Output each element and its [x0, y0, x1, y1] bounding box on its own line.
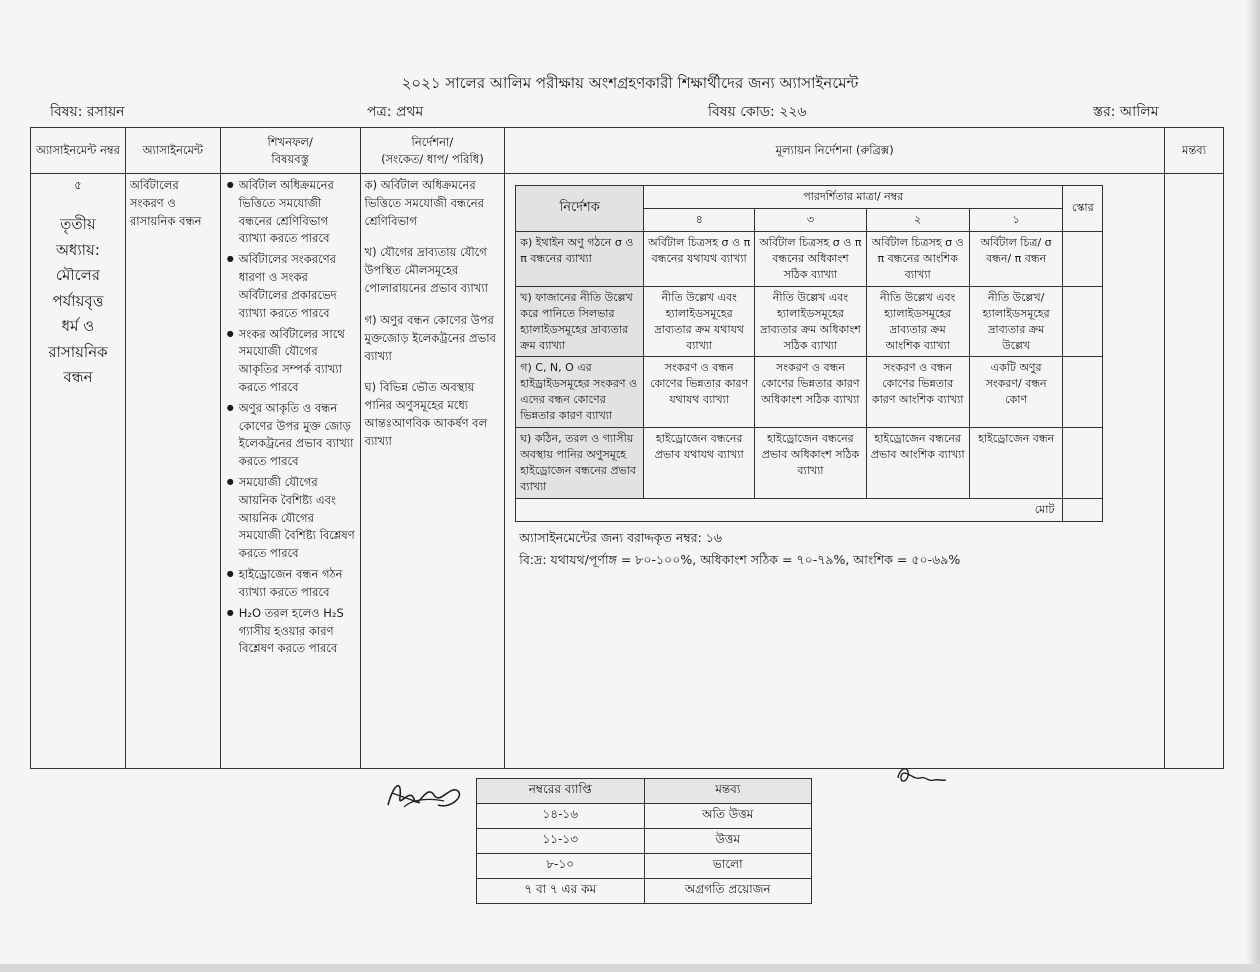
header-row — [31, 128, 1224, 174]
grading-range-header: নম্বরের ব্যাপ্তি — [477, 779, 645, 804]
rubric-score-cell — [1063, 286, 1103, 357]
outcome-item: ● সমযোজী যৌগের আয়নিক বৈশিষ্ট্য এবং আয়নিক যৌগের সমযোজী বৈশিষ্ট্য বিশ্লেষণ করতে পারবে — [239, 474, 356, 563]
rubric-level-header: পারদর্শিতার মাত্রা/ নম্বর — [644, 186, 1063, 209]
rubric-cell — [505, 174, 1165, 769]
rubric-criterion: গ) C, N, O এর হাইড্রাইডসমূহের সংকরণ ও এদের বন্ধন কোণের ভিন্নতার কারণ ব্যাখ্যা — [516, 357, 644, 428]
rubric-row — [516, 231, 1103, 286]
assignment-number: ৫ — [74, 178, 82, 192]
rubric-level-cell: নীতি উল্লেখ এবং হ্যালাইডসমূহের দ্রাব্যতার ক্রম আংশিক ব্যাখ্যা — [866, 286, 969, 357]
rubric-level-cell: হাইড্রোজেন বন্ধনের প্রভাব আংশিক ব্যাখ্যা — [866, 428, 969, 499]
chapter-line: ধর্ম ও — [61, 317, 95, 335]
guide-item: ক) অর্বিটাল অধিক্রমনের ভিত্তিতে সমযোজী বন্ধনের শ্রেণিবিভাগ — [364, 178, 484, 228]
chapter-title — [35, 212, 121, 391]
rubric-level-cell: হাইড্রোজেন বন্ধন — [969, 428, 1063, 499]
subject-code-label: বিষয় কোড: ২২৬ — [708, 104, 807, 120]
grading-range: ১৪-১৬ — [477, 804, 645, 829]
chapter-line: তৃতীয় — [60, 215, 96, 233]
outcome-item: ● অর্বিটাল অধিক্রমনের ভিত্তিতে সমযোজী বন্ধনের শ্রেণিবিভাগ ব্যাখ্যা করতে পারবে — [239, 177, 356, 248]
guide-item: খ) যৌগের দ্রাব্যতায় যৌগে উপস্থিত মৌলসমূহের পোলারায়নের প্রভাব ব্যাখ্যা — [364, 245, 488, 296]
grading-table — [476, 778, 812, 904]
document-title: ২০২১ সালের আলিম পরীক্ষায় অংশগ্রহণকারী শিক্ষার্থীদের জন্য অ্যাসাইনমেন্ট — [401, 74, 859, 92]
rubric-level-cell: অর্বিটাল চিত্রসহ σ ও π বন্ধনের অধিকাংশ সঠিক ব্যাখ্যা — [755, 231, 866, 286]
grading-remark: অগ্রগতি প্রয়োজন — [644, 879, 812, 904]
grading-row — [477, 879, 812, 904]
guide-item: ঘ) বিভিন্ন ভৌত অবস্থায় পানির অণুসমূহের মধ্যে আন্তঃআণবিক আকর্ষণ বল ব্যাখ্যা — [364, 380, 488, 448]
rubric-level-cell: নীতি উল্লেখ/ হ্যালাইডসমূহের দ্রাব্যতার ক্রম উল্লেখ — [969, 286, 1063, 357]
guide-item: গ) অণুর বন্ধন কোণের উপর মুক্তজোড় ইলেকট্রনের প্রভাব ব্যাখ্যা — [364, 312, 496, 363]
rubric-total-label: মোট — [516, 498, 1063, 521]
chapter-line: রাসায়নিক — [48, 342, 108, 361]
rubric-level: ১ — [969, 208, 1063, 231]
chapter-line: মৌলের — [55, 266, 101, 284]
rubric-criterion: ঘ) কঠিন, তরল ও গ্যাসীয় অবস্থায় পানির অণুসমূহে হাইড্রোজেন বন্ধনের প্রভাব ব্যাখ্যা — [516, 428, 644, 499]
rubric-score-cell — [1063, 231, 1103, 286]
grading-remark: ভালো — [644, 854, 812, 879]
outcome-item: ● অর্বিটালের সংকরণের ধারণা ও সংকর অর্বিটালের প্রকারভেদ ব্যাখ্যা করতে পারবে — [239, 251, 356, 322]
header-number: অ্যাসাইনমেন্ট নম্বর — [31, 128, 126, 174]
page-bottom-edge — [0, 964, 1260, 972]
rubric-level: ৩ — [755, 208, 866, 231]
assignment-topic: অর্বিটালের সংকরণ ও রাসায়নিক বন্ধন — [125, 174, 220, 769]
rubric-row — [516, 286, 1103, 357]
rubric-level-cell: হাইড্রোজেন বন্ধনের প্রভাব অধিকাংশ সঠিক ব্যাখ্যা — [755, 428, 866, 499]
signature-left — [380, 775, 470, 820]
chapter-line: অধ্যায়: — [55, 240, 100, 259]
header-assignment: অ্যাসাইনমেন্ট — [125, 128, 220, 174]
rubric-level-cell: হাইড্রোজেন বন্ধনের প্রভাব যথাযথ ব্যাখ্যা — [644, 428, 755, 499]
grading-range: ১১-১৩ — [477, 829, 645, 854]
grading-range: ৮-১০ — [477, 854, 645, 879]
header-remark: মন্তব্য — [1165, 128, 1224, 174]
level-label: স্তর: আলিম — [1093, 104, 1159, 120]
rubric-score-cell — [1063, 357, 1103, 428]
rubric-criterion: খ) ফাজানের নীতি উল্লেখ করে পানিতে সিলভার হ্যালাইডসমূহের দ্রাব্যতার ক্রম ব্যাখ্যা — [516, 286, 644, 357]
rubric-score-cell — [1063, 428, 1103, 499]
paper-label: পত্র: প্রথম — [367, 104, 424, 120]
header-outcome: শিখনফল/ বিষয়বস্তু — [220, 128, 360, 174]
rubric-table — [515, 185, 1103, 522]
outcome-item: ● সংকর অর্বিটালের সাথে সমযোজী যৌগের আকৃতির সম্পর্ক ব্যাখ্যা করতে পারবে — [239, 326, 356, 397]
grading-remark: উত্তম — [644, 829, 812, 854]
assignment-number-cell — [31, 174, 126, 769]
assignment-table — [30, 127, 1224, 769]
rubric-level-cell: সংকরণ ও বন্ধন কোণের ভিন্নতার কারণ অধিকাংশ সঠিক ব্যাখ্যা — [755, 357, 866, 428]
rubric-criteria-header: নির্দেশক — [516, 186, 644, 232]
rubric-level: ৪ — [644, 208, 755, 231]
remark-cell — [1165, 174, 1224, 769]
grading-row — [477, 829, 812, 854]
rubric-level-cell: সংকরণ ও বন্ধন কোণের ভিন্নতার কারণ আংশিক ব্যাখ্যা — [866, 357, 969, 428]
grading-remark: অতি উত্তম — [644, 804, 812, 829]
rubric-level-cell: নীতি উল্লেখ এবং হ্যালাইডসমূহের দ্রাব্যতার ক্রম অধিকাংশ সঠিক ব্যাখ্যা — [755, 286, 866, 357]
rubric-level: ২ — [866, 208, 969, 231]
rubric-row — [516, 357, 1103, 428]
header-rubric: মূল্যায়ন নির্দেশনা (রুব্রিক্স) — [505, 128, 1165, 174]
rubric-level-cell: সংকরণ ও বন্ধন কোণের ভিন্নতার কারণ যথাযথ ব্যাখ্যা — [644, 357, 755, 428]
page-edge-shadow — [1246, 0, 1260, 972]
subject-label: বিষয়: রসায়ন — [50, 104, 125, 120]
chapter-line: বন্ধন — [63, 368, 93, 386]
rubric-score-header: স্কোর — [1063, 186, 1103, 232]
grading-row — [477, 854, 812, 879]
grading-row — [477, 804, 812, 829]
rubric-criterion: ক) ইথাইন অণু গঠনে σ ও π বন্ধনের ব্যাখ্যা — [516, 231, 644, 286]
grading-range: ৭ বা ৭ এর কম — [477, 879, 645, 904]
rubric-level-cell: অর্বিটাল চিত্রসহ σ ও π বন্ধনের আংশিক ব্যাখ্যা — [866, 231, 969, 286]
marks-note: বি:দ্র: যথাযথ/পূর্ণাঙ্গ = ৮০-১০০%, অধিকাংশ সঠিক = ৭০-৭৯%, আংশিক = ৫০-৬৯% — [519, 551, 961, 567]
guidelines — [360, 174, 505, 769]
outcome-item: ● অণুর আকৃতি ও বন্ধন কোণের উপর মুক্ত জোড় ইলেকট্রনের প্রভাব ব্যাখ্যা করতে পারবে — [239, 400, 356, 471]
chapter-line: পর্যায়বৃত্ত — [52, 291, 104, 310]
grading-remark-header: মন্তব্য — [644, 779, 812, 804]
rubric-row — [516, 428, 1103, 499]
rubric-level-cell: একটি অণুর সংকরণ/ বন্ধন কোণ — [969, 357, 1063, 428]
signature-right — [892, 764, 952, 790]
outcome-item: ● H₂O তরল হলেও H₂S গ্যাসীয় হওয়ার কারণ বিশ্লেষণ করতে পারবে — [239, 605, 356, 658]
outcome-item: ● হাইড্রোজেন বন্ধন গঠন ব্যাখ্যা করতে পারবে — [239, 566, 356, 602]
assignment-row — [31, 174, 1224, 769]
header-guide: নির্দেশনা/ (সংকেত/ ধাপ/ পরিধি) — [360, 128, 505, 174]
rubric-level-cell: অর্বিটাল চিত্র/ σ বন্ধন/ π বন্ধন — [969, 231, 1063, 286]
allotted-marks: অ্যাসাইনমেন্টের জন্য বরাদ্দকৃত নম্বর: ১৬ — [519, 529, 723, 545]
rubric-level-cell: নীতি উল্লেখ এবং হ্যালাইডসমূহের দ্রাব্যতার ক্রম যথাযথ ব্যাখ্যা — [644, 286, 755, 357]
rubric-level-cell: অর্বিটাল চিত্রসহ σ ও π বন্ধনের যথাযথ ব্যাখ্যা — [644, 231, 755, 286]
rubric-total-score — [1063, 498, 1103, 521]
learning-outcomes — [220, 174, 360, 769]
